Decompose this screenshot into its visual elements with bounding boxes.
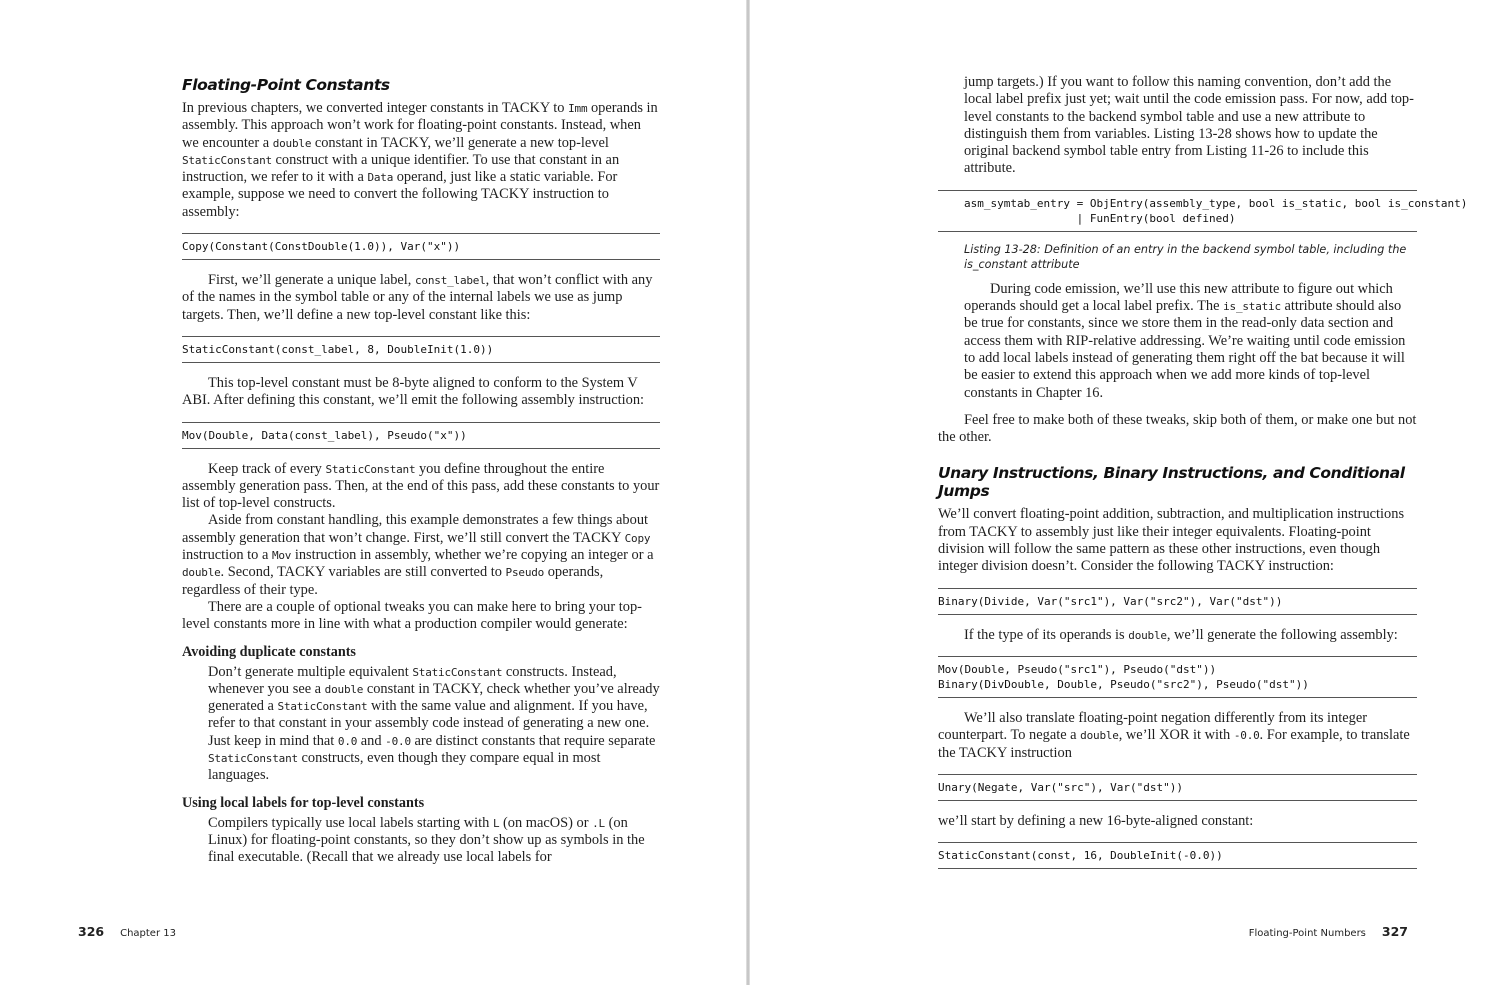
inline-code: StaticConstant: [412, 665, 503, 679]
definition-body: Don’t generate multiple equivalent StaticConstant constructs. Instead, whenever you see a double constant in TACKY, check whether you’ve already generated a StaticConstant with the same value and alignment. If you have, refer to that constant in your assembly code instead of generating a new one. Just keep in mind that 0.0 and -0.0 are distinct constants that require separate StaticConstant constructs, even though they compare equal in most languages.: [208, 663, 660, 784]
inline-code: .L: [592, 816, 605, 830]
inline-code: StaticConstant: [325, 462, 416, 476]
inline-code: -0.0: [385, 734, 411, 748]
inline-code: Pseudo: [505, 566, 545, 580]
page-footer: [78, 924, 176, 939]
left-page: [0, 0, 748, 985]
paragraph: Feel free to make both of these tweaks, skip both of them, or make one but not the other.: [938, 411, 1417, 446]
paragraph: During code emission, we’ll use this new attribute to figure out which operands should get a local label prefix. The is_static attribute should also be true for constants, since we store them in the read-only data section and access them with RIP-relative addressing. We’re waiting until code emission to add local labels instead of generating them right off the bat because it will be easier to extend this approach when we add more kinds of top-level constants in Chapter 16.: [964, 280, 1406, 401]
paragraph: If the type of its operands is double, we’ll generate the following assembly:: [964, 626, 1398, 643]
right-page: [750, 0, 1500, 985]
inline-code: double: [182, 566, 221, 580]
paragraph: we’ll start by defining a new 16-byte-aligned constant:: [938, 812, 1254, 829]
section-heading: Floating-Point Constants: [182, 76, 390, 94]
inline-code: double: [324, 682, 364, 696]
paragraph: Aside from constant handling, this example demonstrates a few things about assembly generation that won’t change. First, we’ll still convert the TACKY Copy instruction to a Mov instruction in assembly, whether we’re copying an integer or a double. Second, TACKY variables are still converted to Pseudo operands, regardless of their type.: [182, 512, 654, 598]
paragraph: Keep track of every StaticConstant you define throughout the entire assembly generation pass. Then, at the end of this pass, add these constants to your list of top-level constructs.: [182, 460, 660, 512]
right-text-column: [938, 74, 1468, 881]
inline-code: -0.0: [1233, 729, 1260, 743]
inline-code: Copy: [624, 531, 651, 545]
inline-code: 0.0: [337, 734, 358, 748]
inline-code: L: [492, 816, 500, 830]
chapter-label: Floating-Point Numbers: [1248, 928, 1366, 939]
page-number: 326: [78, 924, 105, 939]
definition-term: Using local labels for top-level constants: [182, 794, 425, 811]
inline-code: StaticConstant: [277, 700, 368, 714]
code-listing: Unary(Negate, Var("src"), Var("dst")): [938, 774, 1417, 801]
listing-caption: Listing 13-28: Definition of an entry in the backend symbol table, including the is_constant attribute: [964, 242, 1407, 272]
page-footer: [1249, 924, 1408, 939]
left-text-column: [182, 76, 660, 867]
inline-code: is_static: [1223, 300, 1281, 314]
inline-code: const_label: [415, 274, 486, 288]
inline-code: Mov: [271, 549, 292, 563]
page-number: 327: [1381, 924, 1408, 939]
code-listing: StaticConstant(const, 16, DoubleInit(-0.0)): [938, 842, 1417, 869]
section-heading: Unary Instructions, Binary Instructions, and Conditional Jumps: [938, 464, 1405, 501]
paragraph: We’ll convert floating-point addition, subtraction, and multiplication instructions from TACKY to assembly just like their integer equivalents. Floating-point division will follow the same pattern as these other instructions, even though integer division doesn’t. Consider the following TACKY instruction:: [938, 506, 1405, 575]
definition-body: Compilers typically use local labels starting with L (on macOS) or .L (on Linux) for floating-point constants, so they don’t show up as symbols in the final executable. (Recall that we already use local labels for: [208, 814, 645, 866]
definition-term: Avoiding duplicate constants: [182, 643, 356, 660]
code-listing: asm_symtab_entry = ObjEntry(assembly_type, bool is_static, bool is_constant) | FunEntry(bool defined): [938, 190, 1417, 232]
inline-code: double: [1128, 628, 1167, 642]
inline-code: double: [272, 136, 312, 150]
code-listing: Binary(Divide, Var("src1"), Var("src2"), Var("dst")): [938, 588, 1417, 615]
paragraph: jump targets.) If you want to follow this naming convention, don’t add the local label prefix just yet; wait until the code emission pass. For now, add top-level constants to the backend symbol table and use a new attribute to distinguish them from variables. Listing 13-28 shows how to update the original backend symbol table entry from Listing 11-26 to include this attribute.: [964, 74, 1414, 177]
inline-code: StaticConstant: [182, 153, 272, 167]
paragraph: First, we’ll generate a unique label, const_label, that won’t conflict with any of the names in the symbol table or any of the internal labels we use as jump targets. Then, we’ll define a new top-level constant like this:: [182, 272, 653, 323]
inline-code: Data: [367, 171, 394, 185]
inline-code: Imm: [568, 102, 588, 115]
paragraph: We’ll also translate floating-point negation differently from its integer counterpart. To negate a double, we’ll XOR it with -0.0. For example, to translate the TACKY instruction: [938, 709, 1410, 761]
paragraph: In previous chapters, we converted integer constants in TACKY to Imm operands in assembly. This approach won’t work for floating-point constants. Instead, when we encounter a double constant in TACKY, we’ll generate a new top-level StaticConstant construct with a unique identifier. To use that constant in an instruction, we refer to it with a Data operand, just like a static variable. For example, suppose we need to convert the following TACKY instruction to assembly:: [182, 100, 658, 220]
inline-code: StaticConstant: [208, 752, 298, 766]
code-listing: Mov(Double, Pseudo("src1"), Pseudo("dst")) Binary(DivDouble, Double, Pseudo("src2"), Pseudo("dst")): [938, 656, 1417, 698]
code-listing: Mov(Double, Data(const_label), Pseudo("x")): [182, 422, 660, 449]
paragraph: There are a couple of optional tweaks you can make here to bring your top-level constants more in line with what a production compiler would generate:: [182, 598, 642, 633]
inline-code: double: [1080, 729, 1119, 743]
paragraph: This top-level constant must be 8-byte aligned to conform to the System V ABI. After defining this constant, we’ll emit the following assembly instruction:: [182, 374, 645, 409]
code-listing: StaticConstant(const_label, 8, DoubleInit(1.0)): [182, 336, 660, 363]
chapter-label: Chapter 13: [120, 928, 176, 939]
code-listing: Copy(Constant(ConstDouble(1.0)), Var("x")): [182, 233, 660, 260]
